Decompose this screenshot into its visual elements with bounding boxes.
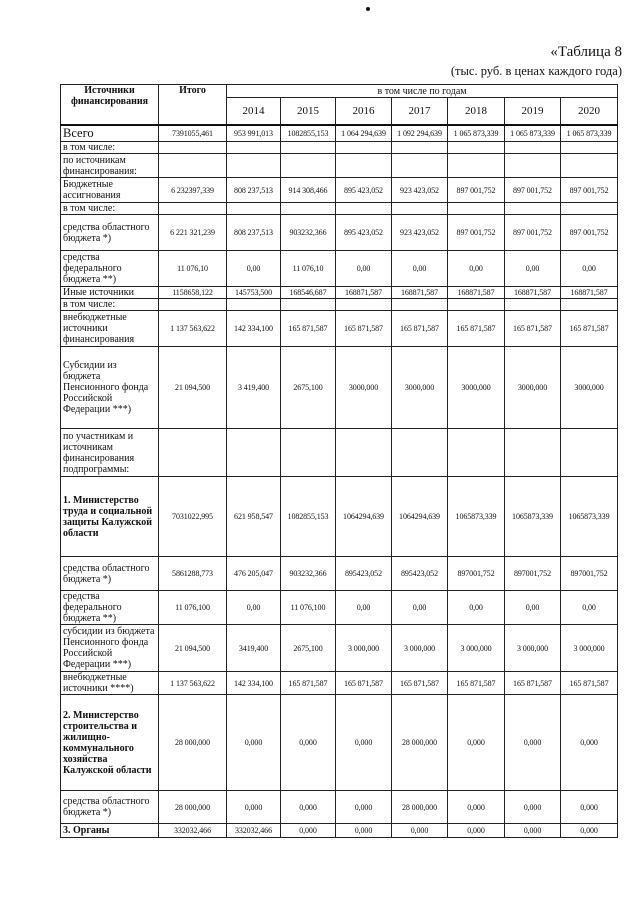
year-cell: 0,000 (561, 824, 618, 838)
year-cell (281, 142, 336, 154)
year-cell: 0,000 (505, 824, 561, 838)
table-row (61, 429, 618, 477)
year-cell: 142 334,100 (227, 311, 281, 347)
year-cell: 808 237,513 (227, 178, 281, 203)
year-cell (448, 154, 505, 178)
table-row (61, 791, 618, 824)
row-label: средства федерального бюджета **) (61, 251, 159, 287)
year-cell (448, 142, 505, 154)
year-cell: 897 001,752 (561, 178, 618, 203)
row-label: субсидии из бюджета Пенсионного фонда Российской Федерации ***) (61, 625, 159, 672)
year-cell (336, 429, 392, 477)
year-cell (505, 142, 561, 154)
year-cell: 0,000 (505, 695, 561, 791)
row-label: внебюджетные источники финансирования (61, 311, 159, 347)
year-cell: 3 000,000 (505, 625, 561, 672)
sources-header: Источники финансирования (61, 85, 159, 125)
year-header: 2016 (336, 98, 392, 125)
year-cell: 914 308,466 (281, 178, 336, 203)
row-label: 1. Министерство труда и социальной защиты Калужской области (61, 477, 159, 557)
year-cell: 0,00 (392, 591, 448, 625)
year-cell: 0,00 (336, 251, 392, 287)
row-label: средства областного бюджета *) (61, 215, 159, 251)
row-label: 2. Министерство строительства и жилищно-коммунального хозяйства Калужской области (61, 695, 159, 791)
year-cell: 3 000,000 (448, 625, 505, 672)
row-label: по участникам и источникам финансирования подпрограммы: (61, 429, 159, 477)
year-cell: 0,00 (336, 591, 392, 625)
year-cell: 476 205,047 (227, 557, 281, 591)
row-label: Бюджетные ассигнования (61, 178, 159, 203)
year-cell: 0,000 (336, 791, 392, 824)
year-cell (227, 154, 281, 178)
year-cell: 3 000,000 (392, 625, 448, 672)
table-row (61, 125, 618, 142)
year-cell: 165 871,587 (448, 311, 505, 347)
total-cell: 21 094,500 (159, 347, 227, 429)
year-cell: 621 958,547 (227, 477, 281, 557)
table-row (61, 203, 618, 215)
year-cell: 1065873,339 (561, 477, 618, 557)
year-cell: 0,00 (561, 251, 618, 287)
year-cell: 0,00 (561, 591, 618, 625)
year-cell: 895423,052 (392, 557, 448, 591)
scan-mark (366, 7, 370, 11)
year-cell: 953 991,013 (227, 125, 281, 142)
year-cell: 0,00 (448, 591, 505, 625)
year-cell: 895 423,052 (336, 215, 392, 251)
total-cell: 332032,466 (159, 824, 227, 838)
year-cell (392, 299, 448, 311)
year-cell: 3419,400 (227, 625, 281, 672)
year-cell: 897 001,752 (561, 215, 618, 251)
year-cell: 0,00 (505, 591, 561, 625)
year-cell (281, 429, 336, 477)
table-row (61, 215, 618, 251)
year-header: 2018 (448, 98, 505, 125)
year-cell (281, 154, 336, 178)
year-cell: 897001,752 (561, 557, 618, 591)
year-cell (392, 429, 448, 477)
table-row (61, 625, 618, 672)
year-cell: 0,000 (561, 791, 618, 824)
year-cell: 1082855,153 (281, 125, 336, 142)
table-row (61, 251, 618, 287)
year-cell (505, 154, 561, 178)
table-caption: «Таблица 8 (550, 44, 622, 60)
year-cell (281, 299, 336, 311)
year-cell: 1064294,639 (392, 477, 448, 557)
row-label: Иные источники (61, 287, 159, 299)
total-cell: 1 137 563,622 (159, 311, 227, 347)
year-cell: 0,000 (227, 695, 281, 791)
year-cell (448, 299, 505, 311)
table-row (61, 672, 618, 695)
year-cell (561, 154, 618, 178)
year-cell: 3000,000 (336, 347, 392, 429)
year-cell: 332032,466 (227, 824, 281, 838)
year-cell: 0,00 (227, 591, 281, 625)
by-years-header: в том числе по годам (227, 85, 618, 98)
year-cell: 897 001,752 (448, 178, 505, 203)
year-cell: 897001,752 (448, 557, 505, 591)
financing-table (60, 84, 618, 838)
total-cell (159, 154, 227, 178)
year-cell: 903232,366 (281, 557, 336, 591)
year-cell: 1065873,339 (505, 477, 561, 557)
year-cell: 1 065 873,339 (448, 125, 505, 142)
year-cell: 165 871,587 (561, 311, 618, 347)
year-cell: 142 334,100 (227, 672, 281, 695)
total-cell: 11 076,10 (159, 251, 227, 287)
year-cell: 168871,587 (561, 287, 618, 299)
year-cell: 168871,587 (505, 287, 561, 299)
year-cell (392, 203, 448, 215)
year-cell: 3 000,000 (336, 625, 392, 672)
year-cell (505, 429, 561, 477)
total-cell (159, 203, 227, 215)
year-cell: 168871,587 (392, 287, 448, 299)
total-cell: 21 094,500 (159, 625, 227, 672)
year-cell: 165 871,587 (561, 672, 618, 695)
year-cell: 0,000 (336, 695, 392, 791)
year-cell: 3 419,400 (227, 347, 281, 429)
table-row (61, 311, 618, 347)
year-cell: 897 001,752 (448, 215, 505, 251)
year-cell: 1082855,153 (281, 477, 336, 557)
year-cell: 897 001,752 (505, 178, 561, 203)
year-cell: 28 000,000 (392, 695, 448, 791)
year-cell: 808 237,513 (227, 215, 281, 251)
year-cell: 0,000 (448, 695, 505, 791)
table-row (61, 695, 618, 791)
year-cell (227, 203, 281, 215)
year-cell: 903232,366 (281, 215, 336, 251)
year-cell (336, 142, 392, 154)
year-cell (561, 142, 618, 154)
total-cell: 11 076,100 (159, 591, 227, 625)
total-cell: 28 000,000 (159, 695, 227, 791)
year-cell (227, 299, 281, 311)
year-cell (448, 429, 505, 477)
year-cell (336, 154, 392, 178)
year-cell (561, 203, 618, 215)
year-cell: 0,000 (448, 824, 505, 838)
year-cell: 0,000 (281, 791, 336, 824)
year-cell (505, 203, 561, 215)
year-cell: 1 092 294,639 (392, 125, 448, 142)
year-cell: 923 423,052 (392, 215, 448, 251)
year-cell: 0,000 (448, 791, 505, 824)
year-cell: 1 065 873,339 (561, 125, 618, 142)
total-cell (159, 299, 227, 311)
year-cell: 28 000,000 (392, 791, 448, 824)
year-cell: 1 065 873,339 (505, 125, 561, 142)
year-cell: 165 871,587 (392, 672, 448, 695)
table-row (61, 557, 618, 591)
year-header: 2019 (505, 98, 561, 125)
year-cell: 0,000 (392, 824, 448, 838)
year-cell: 11 076,100 (281, 591, 336, 625)
year-cell: 895423,052 (336, 557, 392, 591)
row-label: Всего (61, 125, 159, 142)
year-cell (336, 299, 392, 311)
row-label: средства областного бюджета *) (61, 557, 159, 591)
year-cell: 3000,000 (392, 347, 448, 429)
year-cell: 0,00 (392, 251, 448, 287)
year-cell: 895 423,052 (336, 178, 392, 203)
year-header: 2014 (227, 98, 281, 125)
row-label: средства областного бюджета *) (61, 791, 159, 824)
year-cell: 897 001,752 (505, 215, 561, 251)
year-cell: 1064294,639 (336, 477, 392, 557)
year-cell (392, 142, 448, 154)
total-cell: 1 137 563,622 (159, 672, 227, 695)
row-label: в том числе: (61, 299, 159, 311)
year-cell: 3000,000 (505, 347, 561, 429)
table-row (61, 142, 618, 154)
total-cell: 6 221 321,239 (159, 215, 227, 251)
total-cell (159, 142, 227, 154)
year-cell: 923 423,052 (392, 178, 448, 203)
table-row (61, 347, 618, 429)
table-row (61, 299, 618, 311)
row-label: в том числе: (61, 203, 159, 215)
year-cell (392, 154, 448, 178)
year-cell: 0,00 (448, 251, 505, 287)
year-header: 2015 (281, 98, 336, 125)
year-cell: 0,00 (227, 251, 281, 287)
year-cell: 3000,000 (448, 347, 505, 429)
year-cell: 1 064 294,639 (336, 125, 392, 142)
row-label: средства федерального бюджета **) (61, 591, 159, 625)
year-cell: 0,000 (505, 791, 561, 824)
year-cell: 3000,000 (561, 347, 618, 429)
year-cell (227, 142, 281, 154)
year-cell: 0,00 (505, 251, 561, 287)
table-row (61, 287, 618, 299)
row-label: Субсидии из бюджета Пенсионного фонда Российской Федерации ***) (61, 347, 159, 429)
total-cell: 28 000,000 (159, 791, 227, 824)
row-label: внебюджетные источники ****) (61, 672, 159, 695)
table-row (61, 154, 618, 178)
year-cell: 1065873,339 (448, 477, 505, 557)
year-cell: 0,000 (227, 791, 281, 824)
total-cell: 7031022,995 (159, 477, 227, 557)
year-cell: 0,000 (281, 695, 336, 791)
year-cell: 145753,500 (227, 287, 281, 299)
year-cell: 165 871,587 (448, 672, 505, 695)
total-cell: 5861288,773 (159, 557, 227, 591)
year-cell (448, 203, 505, 215)
total-cell: 1158658,122 (159, 287, 227, 299)
year-cell: 897001,752 (505, 557, 561, 591)
table-row (61, 178, 618, 203)
table-row (61, 591, 618, 625)
table-row (61, 477, 618, 557)
year-cell: 165 871,587 (336, 311, 392, 347)
table-body (61, 125, 618, 838)
total-cell (159, 429, 227, 477)
year-cell: 165 871,587 (336, 672, 392, 695)
year-cell (505, 299, 561, 311)
year-cell: 0,000 (336, 824, 392, 838)
total-header: Итого (159, 85, 227, 125)
year-header: 2020 (561, 98, 618, 125)
year-cell: 2675,100 (281, 347, 336, 429)
year-cell: 0,000 (281, 824, 336, 838)
year-cell (281, 203, 336, 215)
total-cell: 6 232397,339 (159, 178, 227, 203)
year-header: 2017 (392, 98, 448, 125)
year-cell: 168871,587 (336, 287, 392, 299)
units-note: (тыс. руб. в ценах каждого года) (450, 64, 622, 78)
year-cell: 168871,587 (448, 287, 505, 299)
row-label: 3. Органы (61, 824, 159, 838)
year-cell: 0,000 (561, 695, 618, 791)
year-cell: 165 871,587 (505, 311, 561, 347)
year-cell: 165 871,587 (281, 311, 336, 347)
row-label: по источникам финансирования: (61, 154, 159, 178)
year-cell (561, 429, 618, 477)
table-row (61, 824, 618, 838)
year-cell: 11 076,10 (281, 251, 336, 287)
year-cell: 168546,687 (281, 287, 336, 299)
year-cell: 165 871,587 (505, 672, 561, 695)
year-cell (561, 299, 618, 311)
total-cell: 7391055,461 (159, 125, 227, 142)
row-label: в том числе: (61, 142, 159, 154)
year-cell (336, 203, 392, 215)
year-cell: 165 871,587 (392, 311, 448, 347)
year-cell: 3 000,000 (561, 625, 618, 672)
year-cell: 2675,100 (281, 625, 336, 672)
year-cell: 165 871,587 (281, 672, 336, 695)
year-cell (227, 429, 281, 477)
